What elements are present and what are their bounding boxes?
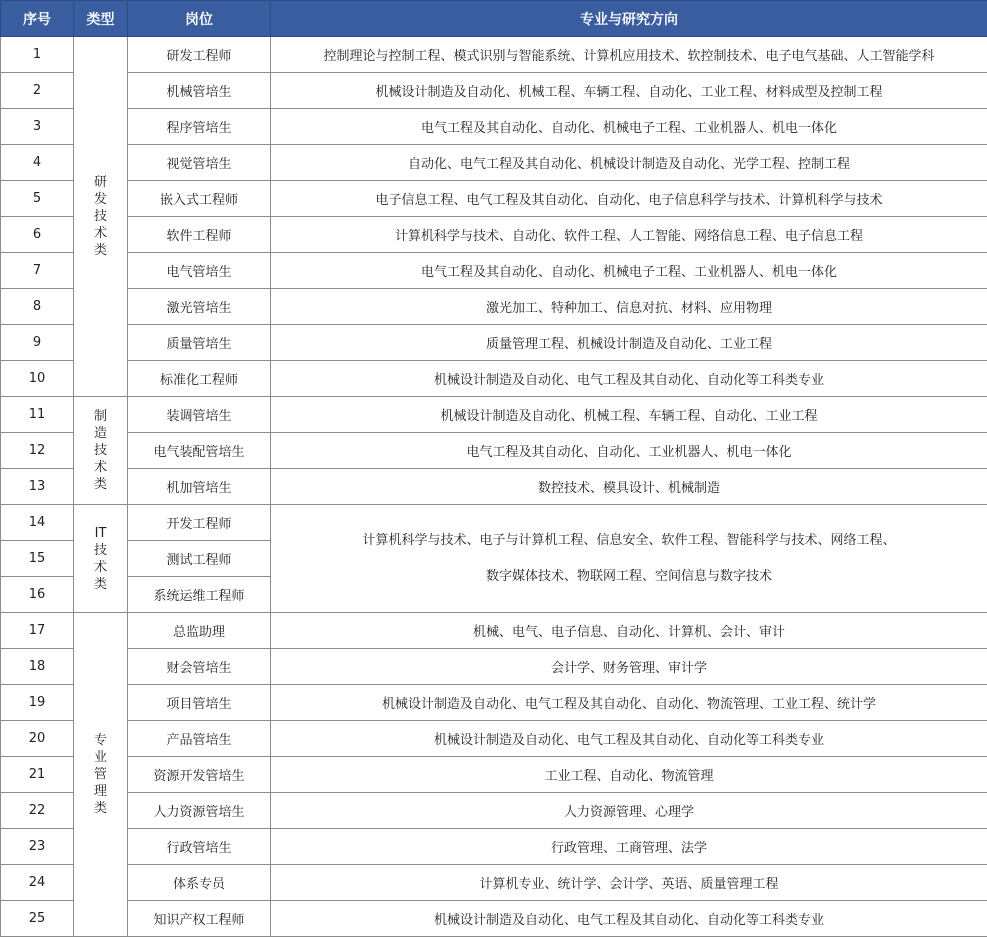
- table-row: [1, 397, 987, 433]
- major-cell: 会计学、财务管理、审计学: [271, 649, 987, 685]
- position-cell: 开发工程师: [128, 505, 271, 541]
- row-number: 13: [1, 469, 74, 505]
- major-cell: 电气工程及其自动化、自动化、机械电子工程、工业机器人、机电一体化: [271, 253, 987, 289]
- table-row: [1, 613, 987, 649]
- table-row: [1, 649, 987, 685]
- row-number: 14: [1, 505, 74, 541]
- position-cell: 项目管培生: [128, 685, 271, 721]
- table-row: [1, 253, 987, 289]
- major-cell: 电气工程及其自动化、自动化、工业机器人、机电一体化: [271, 433, 987, 469]
- table-row: [1, 325, 987, 361]
- category-char: 技: [93, 542, 107, 558]
- header-major: 专业与研究方向: [271, 1, 987, 37]
- table-row: [1, 37, 987, 73]
- table-row: [1, 217, 987, 253]
- table-row: [1, 181, 987, 217]
- category-mgmt: [74, 613, 128, 937]
- major-cell: 自动化、电气工程及其自动化、机械设计制造及自动化、光学工程、控制工程: [271, 145, 987, 181]
- table-row: [1, 109, 987, 145]
- table-row: [1, 361, 987, 397]
- table-row: [1, 757, 987, 793]
- position-cell: 标准化工程师: [128, 361, 271, 397]
- row-number: 22: [1, 793, 74, 829]
- table-row: [1, 685, 987, 721]
- row-number: 6: [1, 217, 74, 253]
- position-cell: 测试工程师: [128, 541, 271, 577]
- position-cell: 体系专员: [128, 865, 271, 901]
- category-char: 术: [93, 226, 107, 241]
- category-char: 理: [93, 784, 107, 799]
- major-cell: 机械设计制造及自动化、电气工程及其自动化、自动化等工科类专业: [271, 361, 987, 397]
- category-char: 类: [93, 576, 107, 592]
- category-char: 类: [93, 243, 107, 258]
- row-number: 3: [1, 109, 74, 145]
- row-number: 25: [1, 901, 74, 937]
- major-cell: 机械设计制造及自动化、机械工程、车辆工程、自动化、工业工程: [271, 397, 987, 433]
- table-row: [1, 721, 987, 757]
- major-cell: 计算机专业、统计学、会计学、英语、质量管理工程: [271, 865, 987, 901]
- category-mfg: [74, 397, 128, 505]
- row-number: 15: [1, 541, 74, 577]
- row-number: 23: [1, 829, 74, 865]
- category-rd: [74, 37, 128, 397]
- row-number: 11: [1, 397, 74, 433]
- category-char: 研: [93, 175, 107, 190]
- row-number: 4: [1, 145, 74, 181]
- category-char: 技: [93, 443, 107, 458]
- major-cell-it: [271, 505, 987, 613]
- major-cell: 机械、电气、电子信息、自动化、计算机、会计、审计: [271, 613, 987, 649]
- header-no: 序号: [1, 1, 74, 37]
- table-row: [1, 145, 987, 181]
- position-cell: 机械管培生: [128, 73, 271, 109]
- position-cell: 资源开发管培生: [128, 757, 271, 793]
- table-row: [1, 829, 987, 865]
- position-cell: 系统运维工程师: [128, 577, 271, 613]
- table-row: [1, 289, 987, 325]
- row-number: 19: [1, 685, 74, 721]
- row-number: 10: [1, 361, 74, 397]
- category-char: 专: [93, 733, 107, 748]
- row-number: 12: [1, 433, 74, 469]
- position-cell: 电气装配管培生: [128, 433, 271, 469]
- category-char: 术: [93, 460, 107, 475]
- major-cell: 人力资源管理、心理学: [271, 793, 987, 829]
- table-row: [1, 433, 987, 469]
- row-number: 8: [1, 289, 74, 325]
- position-cell: 程序管培生: [128, 109, 271, 145]
- major-cell: 电子信息工程、电气工程及其自动化、自动化、电子信息科学与技术、计算机科学与技术: [271, 181, 987, 217]
- row-number: 2: [1, 73, 74, 109]
- row-number: 24: [1, 865, 74, 901]
- major-cell: 激光加工、特种加工、信息对抗、材料、应用物理: [271, 289, 987, 325]
- category-char: 管: [93, 767, 107, 782]
- row-number: 16: [1, 577, 74, 613]
- major-cell: 机械设计制造及自动化、电气工程及其自动化、自动化等工科类专业: [271, 901, 987, 937]
- position-cell: 机加管培生: [128, 469, 271, 505]
- category-char: IT: [94, 525, 107, 541]
- row-number: 20: [1, 721, 74, 757]
- header-type: 类型: [74, 1, 128, 37]
- row-number: 17: [1, 613, 74, 649]
- position-cell: 财会管培生: [128, 649, 271, 685]
- header-position: 岗位: [128, 1, 271, 37]
- row-number: 18: [1, 649, 74, 685]
- position-cell: 行政管培生: [128, 829, 271, 865]
- major-cell: 行政管理、工商管理、法学: [271, 829, 987, 865]
- table-row: [1, 73, 987, 109]
- category-char: 制: [93, 409, 107, 424]
- table-row: [1, 901, 987, 937]
- category-char: 发: [93, 192, 107, 207]
- major-cell: 计算机科学与技术、自动化、软件工程、人工智能、网络信息工程、电子信息工程: [271, 217, 987, 253]
- major-line: 数字媒体技术、物联网工程、空间信息与数字技术: [485, 568, 772, 584]
- row-number: 5: [1, 181, 74, 217]
- category-char: 类: [93, 801, 107, 816]
- category-char: 术: [93, 559, 107, 575]
- row-number: 9: [1, 325, 74, 361]
- major-line: 计算机科学与技术、电子与计算机工程、信息安全、软件工程、智能科学与技术、网络工程、: [362, 532, 896, 548]
- major-cell: 工业工程、自动化、物流管理: [271, 757, 987, 793]
- position-cell: 总监助理: [128, 613, 271, 649]
- category-char: 造: [93, 426, 107, 441]
- header-row: [1, 1, 987, 37]
- position-cell: 研发工程师: [128, 37, 271, 73]
- table-row: [1, 865, 987, 901]
- major-cell: 机械设计制造及自动化、电气工程及其自动化、自动化等工科类专业: [271, 721, 987, 757]
- category-it: [74, 505, 128, 613]
- table-row: [1, 505, 987, 541]
- category-char: 技: [93, 209, 107, 224]
- major-cell: 机械设计制造及自动化、机械工程、车辆工程、自动化、工业工程、材料成型及控制工程: [271, 73, 987, 109]
- major-cell: 数控技术、模具设计、机械制造: [271, 469, 987, 505]
- major-cell: 机械设计制造及自动化、电气工程及其自动化、自动化、物流管理、工业工程、统计学: [271, 685, 987, 721]
- position-cell: 软件工程师: [128, 217, 271, 253]
- table-row: [1, 793, 987, 829]
- row-number: 21: [1, 757, 74, 793]
- category-char: 类: [93, 477, 107, 492]
- position-cell: 嵌入式工程师: [128, 181, 271, 217]
- position-cell: 电气管培生: [128, 253, 271, 289]
- major-cell: 质量管理工程、机械设计制造及自动化、工业工程: [271, 325, 987, 361]
- category-char: 业: [93, 750, 107, 765]
- position-cell: 人力资源管培生: [128, 793, 271, 829]
- position-cell: 激光管培生: [128, 289, 271, 325]
- row-number: 1: [1, 37, 74, 73]
- major-cell: 控制理论与控制工程、模式识别与智能系统、计算机应用技术、软控制技术、电子电气基础、人工智能学科: [271, 37, 987, 73]
- major-cell: 电气工程及其自动化、自动化、机械电子工程、工业机器人、机电一体化: [271, 109, 987, 145]
- position-cell: 视觉管培生: [128, 145, 271, 181]
- row-number: 7: [1, 253, 74, 289]
- position-cell: 知识产权工程师: [128, 901, 271, 937]
- position-cell: 质量管培生: [128, 325, 271, 361]
- table-row: [1, 469, 987, 505]
- position-cell: 产品管培生: [128, 721, 271, 757]
- position-cell: 装调管培生: [128, 397, 271, 433]
